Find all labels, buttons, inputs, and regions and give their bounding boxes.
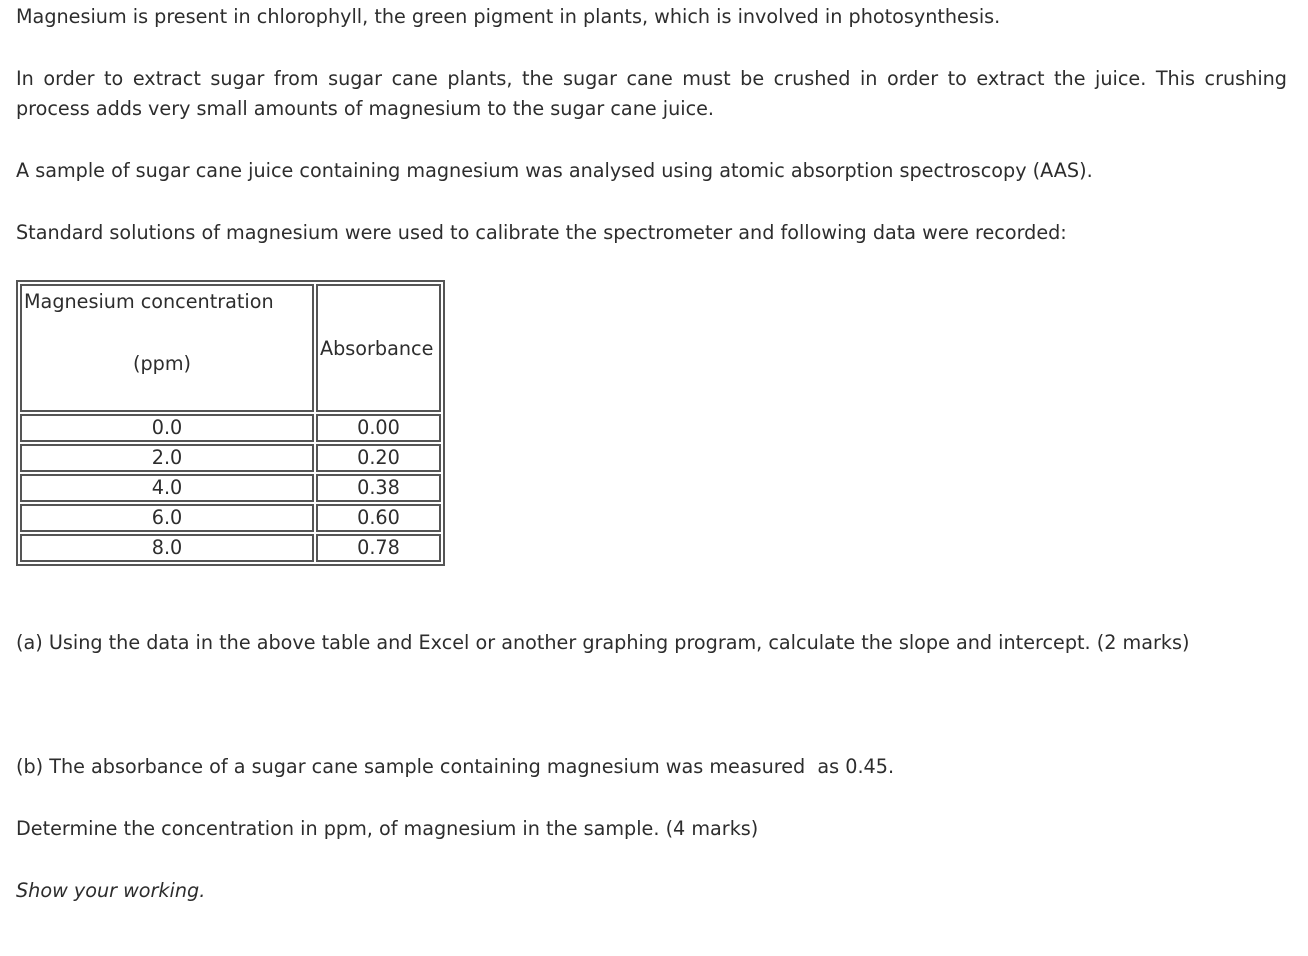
intro-paragraph: Magnesium is present in chlorophyll, the green pigment in plants, which is involved in photosynthesis.: [16, 5, 1001, 28]
header-absorbance: Absorbance: [316, 284, 441, 412]
question-b-determine: Determine the concentration in ppm, of magnesium in the sample. (4 marks): [16, 817, 759, 840]
concentration-cell: 0.0: [20, 414, 314, 442]
extraction-text-line1: In order to extract sugar from sugar cane plants, the sugar cane must be crushed in order to extract the juice. This crushing: [16, 67, 1287, 90]
header-concentration-label: Magnesium concentration: [24, 290, 274, 313]
concentration-cell: 8.0: [20, 534, 314, 562]
table-row: [20, 504, 441, 532]
absorbance-cell: 0.00: [316, 414, 441, 442]
show-working-note: Show your working.: [16, 879, 206, 902]
question-b: (b) The absorbance of a sugar cane sample containing magnesium was measured as 0.45.: [16, 755, 895, 778]
table-row: [20, 444, 441, 472]
absorbance-cell: 0.78: [316, 534, 441, 562]
table-header-row: [20, 284, 441, 412]
absorbance-cell: 0.20: [316, 444, 441, 472]
table-row: [20, 414, 441, 442]
concentration-cell: 2.0: [20, 444, 314, 472]
table-row: [20, 534, 441, 562]
header-concentration-unit: (ppm): [132, 352, 192, 375]
sample-paragraph: A sample of sugar cane juice containing magnesium was analysed using atomic absorption spectroscopy (AAS).: [16, 159, 1093, 182]
concentration-cell: 6.0: [20, 504, 314, 532]
absorbance-cell: 0.60: [316, 504, 441, 532]
header-concentration: [20, 284, 314, 412]
calibration-table: [16, 280, 445, 566]
absorbance-cell: 0.38: [316, 474, 441, 502]
concentration-cell: 4.0: [20, 474, 314, 502]
standards-paragraph: Standard solutions of magnesium were used to calibrate the spectrometer and following data were recorded:: [16, 221, 1067, 244]
table-row: [20, 474, 441, 502]
extraction-paragraph-line1: [16, 64, 1287, 94]
extraction-paragraph-line2: process adds very small amounts of magnesium to the sugar cane juice.: [16, 97, 715, 120]
question-a: (a) Using the data in the above table and Excel or another graphing program, calculate the slope and intercept. (2 marks): [16, 631, 1190, 654]
